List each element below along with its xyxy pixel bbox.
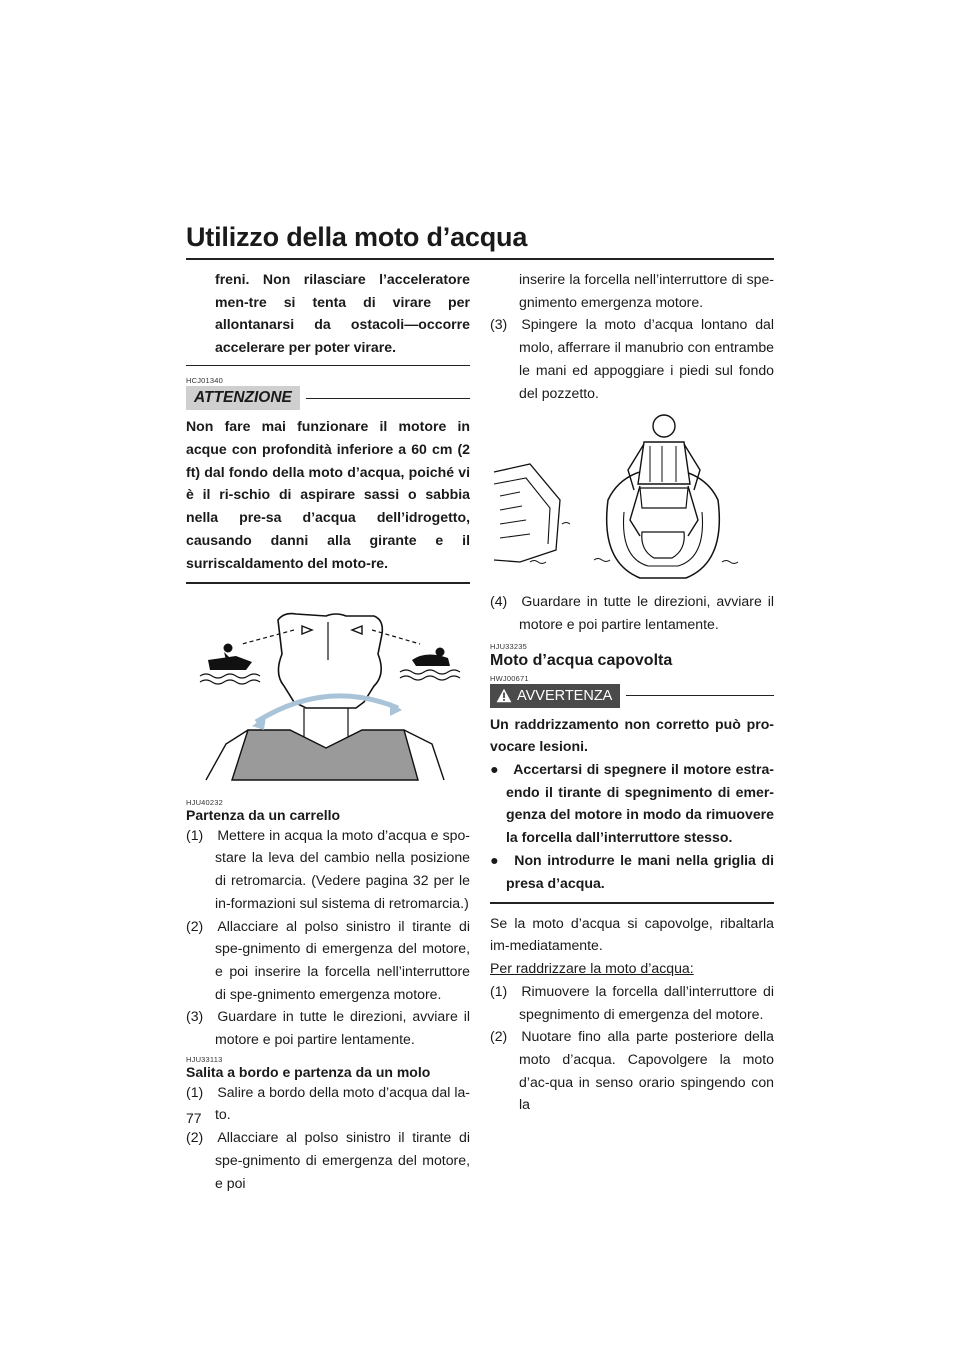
attention-text: Non fare mai funzionare il motore in acque con profondità inferiore a 60 cm (2 ft) dal fondo della moto d’acqua, poiché vi è il ri-schio di aspirare sassi o sabbia nella pre-sa d’acqua dell’idrogetto, causando danni alla girante e il surriscaldamento del moto-re. (186, 418, 470, 571)
section-heading: Moto d’acqua capovolta (490, 651, 673, 669)
dock-steps-list (186, 1081, 470, 1195)
title-rule (186, 258, 774, 260)
capsize-paragraph: Se la moto d’acqua si capovolge, ribaltarla im-mediatamente. (490, 914, 774, 954)
warning-label: AVVERTENZA (517, 687, 613, 704)
dock-boarding-drawing (490, 412, 774, 584)
warning-bullet: ● Accertarsi di spegnere il motore estra-endo il tirante di spegnimento di emer-genza del motore in modo da rimuovere la forcella dall’interruttore stesso. (490, 761, 774, 846)
section-code: HJU40232 (186, 797, 224, 807)
trailer-steps-list (186, 824, 470, 1051)
attention-badge: ATTENZIONE (186, 386, 300, 410)
divider (306, 398, 470, 400)
trailer-launch-drawing (186, 590, 470, 790)
list-item: (4) Guardare in tutte le direzioni, avviare il motore e poi partire lentamente. (490, 593, 774, 632)
list-item: (1) Mettere in acqua la moto d’acqua e spo-stare la leva del cambio nella posizione di retromarcia. (Vedere pagina 32 per le in-formazioni sul sistema di retromarcia.) (186, 826, 470, 911)
page-number: 77 (186, 1110, 202, 1126)
warning-badge (490, 684, 620, 708)
list-item: (1) Rimuovere la forcella dall’interruttore di spegnimento di emergenza del motore. (490, 982, 774, 1022)
divider (186, 582, 470, 584)
warning-code: HWJ00671 (490, 673, 529, 683)
page-title: Utilizzo della moto d’acqua (186, 222, 528, 252)
section-heading: Salita a bordo e partenza da un molo (186, 1063, 431, 1080)
attention-header (186, 385, 470, 411)
divider (186, 365, 470, 367)
section-code: HJU33113 (186, 1054, 223, 1064)
divider (490, 902, 774, 904)
list-item: (2) Nuotare fino alla parte posteriore della moto d’acqua. Capovolgere la moto d’ac-qua in senso orario spingendo con la (490, 1028, 774, 1113)
capsize-subheading: Per raddrizzare la moto d’acqua: (490, 960, 694, 977)
dock-boarding-illustration (490, 412, 774, 584)
section-code: HJU33235 (490, 641, 528, 651)
continued-step-text: inserire la forcella nell’interruttore di spe-gnimento emergenza motore. (519, 271, 774, 310)
attention-code: HCJ01340 (186, 376, 224, 386)
list-item: (2) Allacciare al polso sinistro il tirante di spe-gnimento di emergenza del motore, e poi (186, 1129, 470, 1191)
right-column (490, 268, 774, 1116)
warning-triangle-icon (496, 688, 512, 703)
list-item: (3) Spingere la moto d’acqua lontano dal molo, afferrare il manubrio con entrambe le mani ed appoggiare i piedi sul fondo del pozzetto. (490, 316, 774, 401)
warning-header (490, 683, 774, 709)
list-item: (1) Salire a bordo della moto d’acqua dal la-to. (186, 1083, 470, 1123)
warning-intro: Un raddrizzamento non corretto può pro-vocare lesioni. (490, 715, 774, 755)
divider (626, 695, 774, 697)
left-column (186, 268, 470, 1194)
warning-bullet: ● Non introdurre le mani nella griglia di presa d’acqua. (490, 851, 774, 891)
section-heading: Partenza da un carrello (186, 806, 341, 823)
trailer-launch-illustration (186, 590, 470, 790)
continued-warning-text: freni. Non rilasciare l’acceleratore men-tre si tenta di virare per allontanarsi da ostacoli—occorre accelerare per poter virare. (215, 271, 470, 356)
list-item: (3) Guardare in tutte le direzioni, avviare il motore e poi partire lentamente. (186, 1008, 470, 1048)
list-item: (2) Allacciare al polso sinistro il tirante di spe-gnimento di emergenza del motore, e poi inserire la forcella nell’interruttore di spe-gnimento emergenza motore. (186, 917, 470, 1002)
